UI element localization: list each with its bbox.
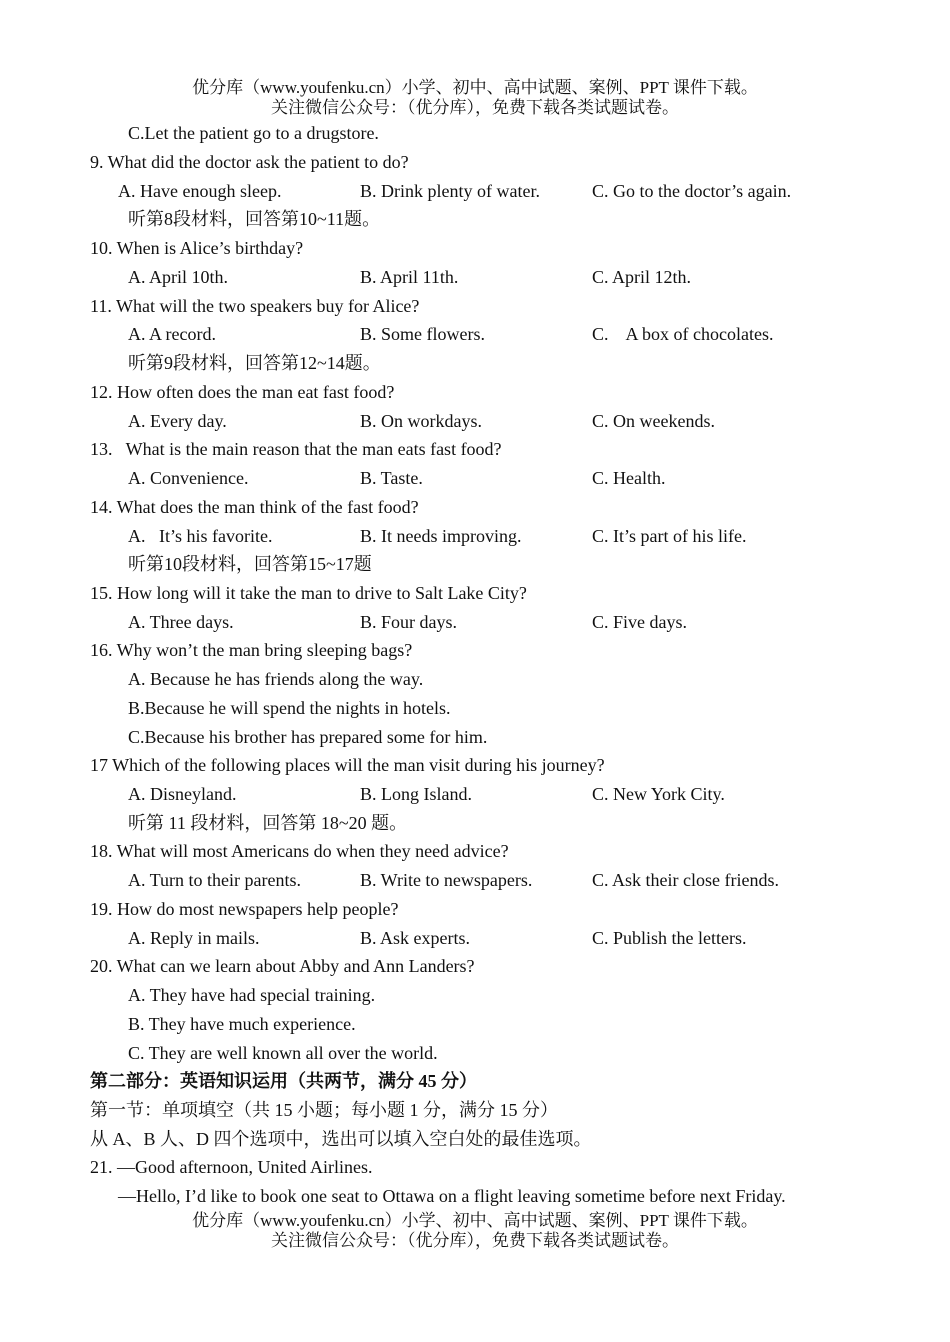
section-9-instruction: 听第9段材料，回答第12~14题。: [128, 353, 381, 373]
q12-option-c: C. On weekends.: [592, 411, 715, 431]
q16-option-a: A. Because he has friends along the way.: [128, 669, 424, 689]
q13-stem: 13. What is the main reason that the man eats fast food?: [90, 439, 502, 459]
q16-option-c: C.Because his brother has prepared some for him.: [128, 727, 488, 747]
q20-stem: 20. What can we learn about Abby and Ann Landers?: [90, 956, 475, 976]
section-8-instruction: 听第8段材料，回答第10~11题。: [128, 209, 381, 229]
q18-option-a: A. Turn to their parents.: [128, 870, 301, 890]
q9-option-c: C. Go to the doctor’s again.: [592, 181, 792, 201]
q12-option-a: A. Every day.: [128, 411, 227, 431]
q18-stem: 18. What will most Americans do when they need advice?: [90, 841, 509, 861]
q18-option-c: C. Ask their close friends.: [592, 870, 779, 890]
q15-option-a: A. Three days.: [128, 612, 234, 632]
footer-line-2: 关注微信公众号：（优分库），免费下载各类试题试卷。: [271, 1231, 679, 1250]
section-11-instruction: 听第 11 段材料，回答第 18~20 题。: [128, 813, 408, 833]
q16-option-b: B.Because he will spend the nights in hotels.: [128, 698, 451, 718]
q19-stem: 19. How do most newspapers help people?: [90, 899, 399, 919]
q15-option-b: B. Four days.: [360, 612, 458, 632]
footer-line-1: 优分库（www.youfenku.cn）小学、初中、高中试题、案例、PPT 课件下载。: [192, 1211, 758, 1230]
q17-option-c: C. New York City.: [592, 784, 725, 804]
q14-stem: 14. What does the man think of the fast food?: [90, 497, 419, 517]
q9-stem: 9. What did the doctor ask the patient to do?: [90, 152, 409, 172]
section-1-heading: 第一节：单项填空（共 15 小题；每小题 1 分，满分 15 分）: [90, 1100, 558, 1120]
q19-option-a: A. Reply in mails.: [128, 928, 260, 948]
q18-option-b: B. Write to newspapers.: [360, 870, 533, 890]
q11-option-a: A. A record.: [128, 324, 216, 344]
section-1-instruction: 从 A、B 人、D 四个选项中，选出可以填入空白处的最佳选项。: [90, 1129, 592, 1149]
q20-option-b: B. They have much experience.: [128, 1014, 356, 1034]
q20-option-c: C. They are well known all over the world.: [128, 1043, 438, 1063]
q15-stem: 15. How long will it take the man to drive to Salt Lake City?: [90, 583, 527, 603]
header-line-1: 优分库（www.youfenku.cn）小学、初中、高中试题、案例、PPT 课件下载。: [192, 78, 758, 97]
q17-option-a: A. Disneyland.: [128, 784, 237, 804]
q13-option-c: C. Health.: [592, 468, 666, 488]
q14-option-a: A. It’s his favorite.: [128, 526, 273, 546]
q10-option-b: B. April 11th.: [360, 267, 459, 287]
q10-option-a: A. April 10th.: [128, 267, 229, 287]
q11-option-c: C. A box of chocolates.: [592, 324, 774, 344]
q19-option-c: C. Publish the letters.: [592, 928, 747, 948]
section-10-instruction: 听第10段材料，回答第15~17题: [128, 554, 372, 574]
q11-option-b: B. Some flowers.: [360, 324, 485, 344]
q17-option-b: B. Long Island.: [360, 784, 472, 804]
q13-option-b: B. Taste.: [360, 468, 423, 488]
q12-option-b: B. On workdays.: [360, 411, 482, 431]
q9-option-b: B. Drink plenty of water.: [360, 181, 540, 201]
q10-stem: 10. When is Alice’s birthday?: [90, 238, 304, 258]
q11-stem: 11. What will the two speakers buy for Alice?: [90, 296, 420, 316]
q16-stem: 16. Why won’t the man bring sleeping bags?: [90, 640, 413, 660]
q14-option-b: B. It needs improving.: [360, 526, 522, 546]
q20-option-a: A. They have had special training.: [128, 985, 376, 1005]
part-2-heading: 第二部分：英语知识运用（共两节，满分 45 分）: [90, 1071, 477, 1091]
q14-option-c: C. It’s part of his life.: [592, 526, 747, 546]
q21-line-1: 21. —Good afternoon, United Airlines.: [90, 1157, 373, 1177]
q9-option-a: A. Have enough sleep.: [118, 181, 282, 201]
q10-option-c: C. April 12th.: [592, 267, 692, 287]
q12-stem: 12. How often does the man eat fast food?: [90, 382, 395, 402]
q19-option-b: B. Ask experts.: [360, 928, 470, 948]
q13-option-a: A. Convenience.: [128, 468, 249, 488]
q8-option-c: C.Let the patient go to a drugstore.: [128, 123, 379, 143]
q15-option-c: C. Five days.: [592, 612, 688, 632]
q21-line-2: —Hello, I’d like to book one seat to Ottawa on a flight leaving sometime before next Friday.: [118, 1186, 786, 1206]
q17-stem: 17 Which of the following places will the man visit during his journey?: [90, 755, 605, 775]
header-line-2: 关注微信公众号：（优分库），免费下载各类试题试卷。: [271, 98, 679, 117]
